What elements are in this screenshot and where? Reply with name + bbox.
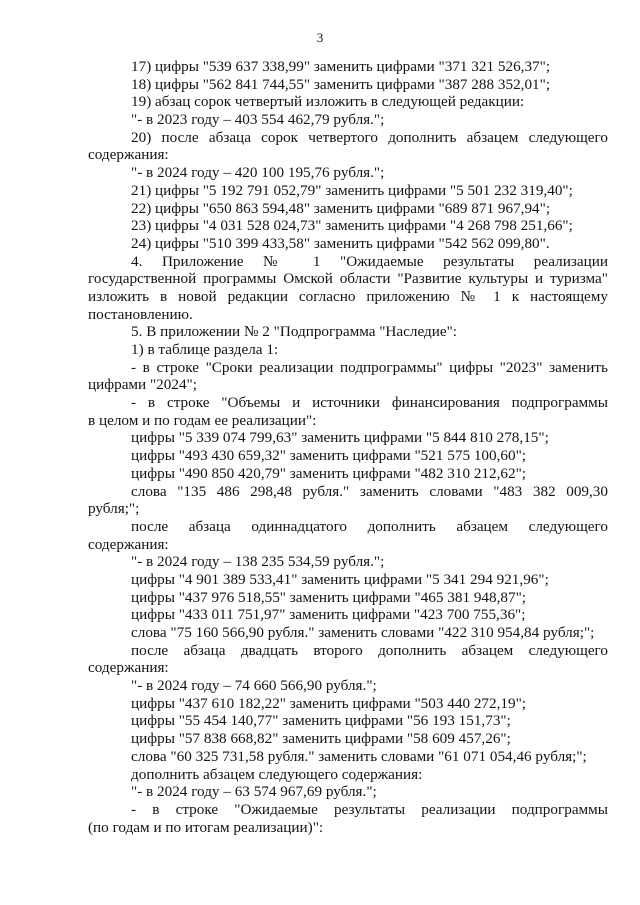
text-line: 20) после абзаца сорок четвертого дополнить абзацем следующего: [131, 128, 608, 146]
text-line: 23) цифры "4 031 528 024,73" заменить цифрами "4 268 798 251,66";: [131, 217, 573, 235]
text-line: 1) в таблице раздела 1:: [131, 341, 279, 358]
text-line: постановлению.: [88, 305, 193, 323]
text-line: - в строке "Ожидаемые результаты реализации подпрограммы: [131, 800, 608, 818]
text-line: цифры "437 610 182,22" заменить цифрами "503 440 272,19";: [131, 694, 527, 712]
text-line: 4. Приложение № 1 "Ожидаемые результаты реализации: [131, 252, 608, 270]
text-line: "- в 2024 году – 74 660 566,90 рубля.";: [131, 677, 377, 695]
text-line: 18) цифры "562 841 744,55" заменить цифрами "387 288 352,01";: [131, 75, 551, 93]
text-line: 21) цифры "5 192 791 052,79" заменить цифрами "5 501 232 319,40";: [131, 181, 573, 199]
text-line: дополнить абзацем следующего содержания:: [131, 765, 423, 783]
text-line: "- в 2024 году – 138 235 534,59 рубля.";: [131, 553, 385, 571]
text-line: слова "135 486 298,48 рубля." заменить словами "483 382 009,30: [131, 482, 608, 500]
text-line: слова "60 325 731,58 рубля." заменить словами "61 071 054,46 рубля;";: [131, 747, 587, 765]
text-line: цифры "5 339 074 799,63" заменить цифрами "5 844 810 278,15";: [131, 429, 549, 447]
text-line: 22) цифры "650 863 594,48" заменить цифрами "689 871 967,94";: [131, 199, 551, 217]
text-line: цифры "433 011 751,97" заменить цифрами "423 700 755,36";: [131, 606, 526, 624]
text-line: цифрами "2024";: [88, 376, 197, 394]
text-line: 24) цифры "510 399 433,58" заменить цифрами "542 562 099,80".: [131, 234, 550, 252]
text-line: - в строке "Объемы и источники финансирования подпрограммы: [131, 394, 608, 412]
text-line: изложить в новой редакции согласно приложению № 1 к настоящему: [88, 287, 608, 305]
text-line: цифры "437 976 518,55" заменить цифрами "465 381 948,87";: [131, 588, 527, 606]
text-line: содержания:: [88, 535, 169, 553]
text-line: содержания:: [88, 659, 169, 677]
text-line: цифры "4 901 389 533,41" заменить цифрами "5 341 294 921,96";: [131, 570, 549, 588]
text-line: "- в 2024 году – 420 100 195,76 рубля.";: [131, 164, 385, 182]
text-line: 19) абзац сорок четвертый изложить в следующей редакции:: [131, 93, 525, 111]
text-line: после абзаца одиннадцатого дополнить абзацем следующего: [131, 517, 608, 535]
text-line: 17) цифры "539 637 338,99" заменить цифрами "371 321 526,37";: [131, 58, 551, 75]
text-line: "- в 2024 году – 63 574 967,69 рубля.";: [131, 783, 377, 801]
text-line: после абзаца двадцать второго дополнить абзацем следующего: [131, 641, 608, 659]
text-line: цифры "55 454 140,77" заменить цифрами "56 193 151,73";: [131, 712, 511, 730]
text-line: - в строке "Сроки реализации подпрограммы" цифры "2023" заменить: [131, 358, 608, 376]
text-line: (по годам и по итогам реализации)":: [88, 818, 324, 836]
page-number: 3: [316, 30, 324, 45]
text-line: "- в 2023 году – 403 554 462,79 рубля.";: [131, 111, 385, 129]
text-line: слова "75 160 566,90 рубля." заменить словами "422 310 954,84 рубля;";: [131, 624, 595, 641]
text-line: рубля;";: [88, 500, 140, 518]
document-body: [88, 58, 608, 836]
text-line: содержания:: [88, 146, 169, 164]
text-line: цифры "490 850 420,79" заменить цифрами "482 310 212,62";: [131, 464, 527, 482]
text-line: государственной программы Омской области "Развитие культуры и туризма": [88, 270, 608, 288]
text-line: в целом и по годам ее реализации":: [88, 411, 317, 429]
text-line: цифры "57 838 668,82" заменить цифрами "58 609 457,26";: [131, 730, 511, 748]
text-line: 5. В приложении № 2 "Подпрограмма "Наследие":: [131, 323, 458, 341]
text-line: цифры "493 430 659,32" заменить цифрами "521 575 100,60";: [131, 447, 527, 465]
